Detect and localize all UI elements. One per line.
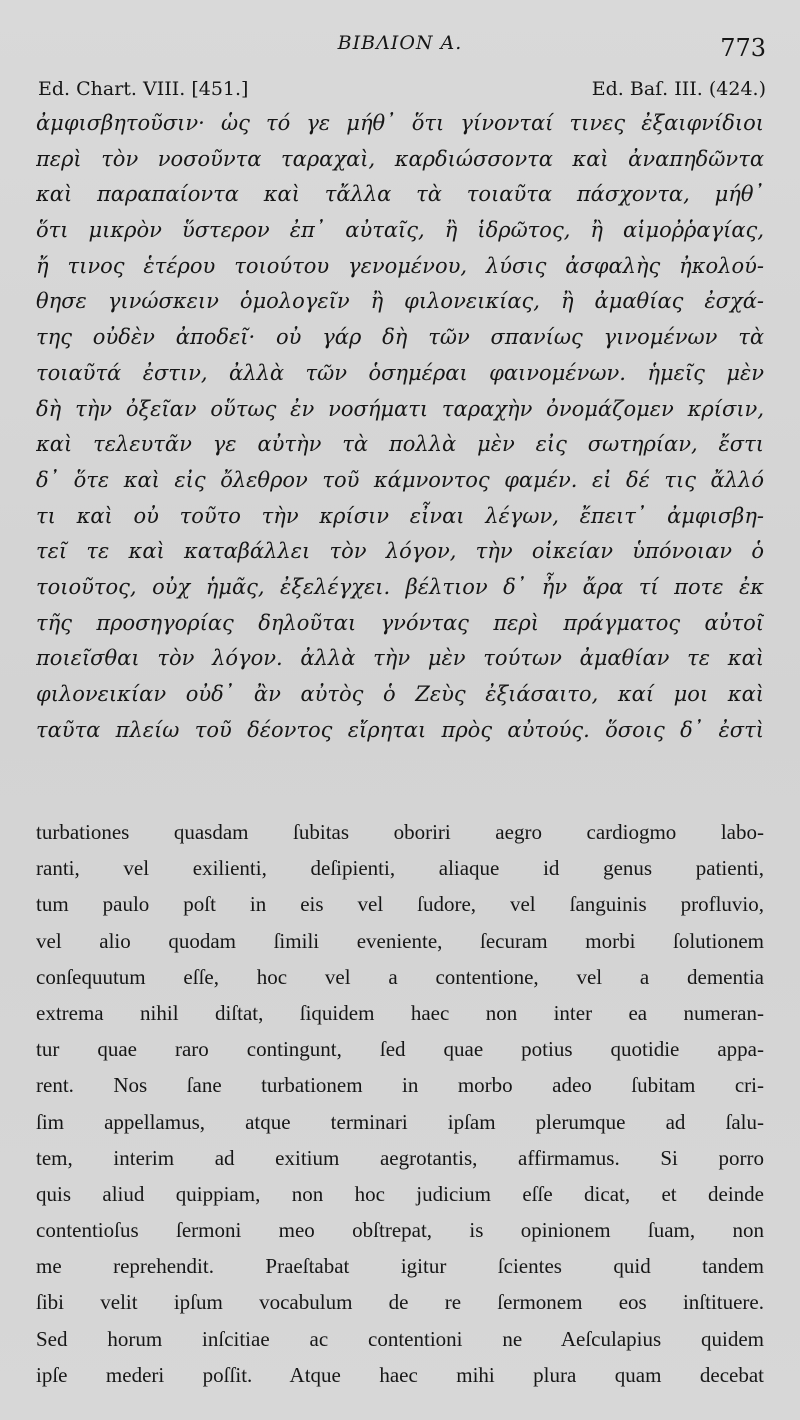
latin-text-line: Sed horum inſcitiae ac contentioni ne Aeſculapius quidem [36,1326,764,1351]
greek-text-line: ἀμφισβητοῦσιν· ὡς τό γε μήθ᾽ ὅτι γίνονταί τινες ἐξαιφνίδιοι [36,111,764,135]
edition-references [38,78,766,100]
latin-text-line: vel alio quodam ſimili eveniente, ſecuram morbi ſolutionem [36,928,764,953]
greek-text-block [36,106,764,748]
latin-text-line: rent. Nos ſane turbationem in morbo adeo ſubitam cri- [36,1073,764,1098]
latin-text-line: turbationes quasdam ſubitas oboriri aegro cardiogmo labo- [36,820,764,844]
greek-text-line: τεῖ τε καὶ καταβάλλει τὸν λόγον, τὴν οἰκείαν ὑπόνοιαν ὁ [36,539,764,564]
latin-text-line: me reprehendit. Praeſtabat igitur ſcientes quid tandem [36,1254,764,1279]
page-number: 773 [720,34,766,62]
greek-text-line: ἤ τινος ἑτέρου τοιούτου γενομένου, λύσις ἀσφαλὴς ἠκολού- [36,253,764,278]
latin-text-line: tur quae raro contingunt, ſed quae potius quotidie appa- [36,1037,764,1062]
greek-text-line: θησε γινώσκειν ὁμολογεῖν ἢ φιλονεικίας, ἢ ἀμαθίας ἐσχά- [36,289,764,314]
edition-reference-basel: Ed. Baſ. III. (424.) [591,78,766,100]
latin-text-line: extrema nihil diſtat, ſiquidem haec non inter ea numeran- [36,1000,764,1025]
greek-text-line: ταῦτα πλείω τοῦ δέοντος εἴρηται πρὸς αὐτούς. ὅσοις δ᾽ ἐστὶ [36,717,764,742]
greek-text-line: τοιαῦτά ἐστιν, ἀλλὰ τῶν ὁσημέραι φαινομένων. ἡμεῖς μὲν [36,360,764,385]
latin-text-line: conſequutum eſſe, hoc vel a contentione, vel a dementia [36,964,764,989]
latin-text-line: ſim appellamus, atque terminari ipſam plerumque ad ſalu- [36,1109,764,1134]
greek-text-line: ὅτι μικρὸν ὕστερον ἐπ᾽ αὐταῖς, ἢ ἱδρῶτος, ἢ αἱμοῤῥαγίας, [36,218,764,243]
greek-text-line: τοιοῦτος, οὐχ ἡμᾶς, ἐξελέγχει. βέλτιον δ᾽ ἦν ἄρα τί ποτε ἐκ [36,574,764,599]
latin-text-line: tem, interim ad exitium aegrotantis, affirmamus. Si porro [36,1145,764,1170]
greek-text-line: δὴ τὴν ὀξεῖαν οὕτως ἐν νοσήματι ταραχὴν ὀνομάζομεν κρίσιν, [36,396,764,421]
latin-text-line: tum paulo poſt in eis vel ſudore, vel ſanguinis profluvio, [36,892,764,917]
running-title: BIBΛΙΟΝ Α. [337,32,463,54]
greek-text-line: φιλονεικίαν οὐδ᾽ ἂν αὐτὸς ὁ Ζεὺς ἐξιάσαιτο, καί μοι καὶ [36,682,764,706]
greek-text-line: περὶ τὸν νοσοῦντα ταραχαὶ, καρδιώσσοντα καὶ ἀναπηδῶντα [36,146,764,171]
greek-text-line: τῆς προσηγορίας δηλοῦται γνόντας περὶ πράγματος αὐτοῖ [36,610,764,635]
greek-text-line: καὶ τελευτᾶν γε αὐτὴν τὰ πολλὰ μὲν εἰς σωτηρίαν, ἔστι [36,432,764,457]
edition-reference-chart: Ed. Chart. VIII. [451.] [38,78,249,100]
greek-text-line: ποιεῖσθαι τὸν λόγον. ἀλλὰ τὴν μὲν τούτων ἀμαθίαν τε καὶ [36,646,764,671]
greek-text-line: της οὐδὲν ἀποδεῖ· οὐ γάρ δὴ τῶν σπανίως γινομένων τὰ [36,325,764,350]
greek-text-line: καὶ παραπαίοντα καὶ τἄλλα τὰ τοιαῦτα πάσχοντα, μήθ᾽ [36,182,764,207]
greek-text-line: δ᾽ ὅτε καὶ εἰς ὄλεθρον τοῦ κάμνοντος φαμέν. εἰ δέ τις ἄλλό [36,467,764,492]
latin-text-line: quis aliud quippiam, non hoc judicium eſſe dicat, et deinde [36,1181,764,1206]
greek-text-line: τι καὶ οὐ τοῦτο τὴν κρίσιν εἶναι λέγων, ἔπειτ᾽ ἀμφισβη- [36,503,764,528]
latin-text-line: ipſe mederi poſſit. Atque haec mihi plura quam decebat [36,1362,764,1387]
latin-text-line: ranti, vel exilienti, deſipienti, aliaque id genus patienti, [36,856,764,881]
latin-text-line: contentioſus ſermoni meo obſtrepat, is opinionem ſuam, non [36,1218,764,1243]
latin-text-block [36,814,764,1393]
latin-text-line: ſibi velit ipſum vocabulum de re ſermonem eos inſtituere. [36,1290,764,1315]
